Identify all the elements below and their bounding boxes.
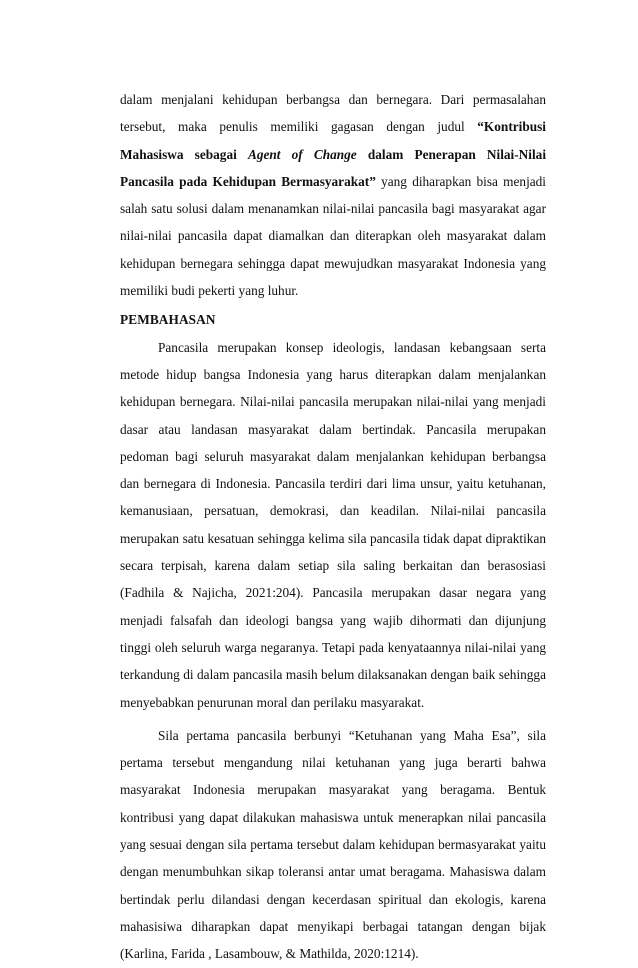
body-paragraph-2: Sila pertama pancasila berbunyi “Ketuhanan yang Maha Esa”, sila pertama tersebut mengandung nilai ketuhanan yang juga berarti bahwa masyarakat Indonesia merupakan masyarakat yang beragama. Bentuk kontribusi yang dapat dilakukan mahasiswa untuk menerapkan nilai pancasila yang sesuai dengan sila pertama tersebut dalam kehidupan bermasyarakat yaitu dengan menumbuhkan sikap toleransi antar umat beragama. Mahasiswa dalam bertindak perlu dilandasi dengan kecerdasan spiritual dan ekologis, karena mahasisiwa diharapkan dapat menyikapi berbagai tatangan dengan bijak (Karlina, Farida , Lasambouw, & Mathilda, 2020:1214). <box>120 727 546 962</box>
article-title-italic: Agent of Change <box>247 146 357 162</box>
section-heading: PEMBAHASAN <box>120 312 216 328</box>
body-paragraph-1: Pancasila merupakan konsep ideologis, landasan kebangsaan serta metode hidup bangsa Indonesia yang harus diterapkan dalam menjalankan kehidupan bernegara. Nilai-nilai pancasila merupakan nilai-nilai yang menjadi dasar atau landasan masyarakat dalam bertindak. Pancasila merupakan pedoman bagi seluruh masyarakat dalam menjalankan kehidupan berbangsa dan bernegara di Indonesia. Pancasila terdiri dari lima unsur, yaitu ketuhanan, kemanusiaan, persatuan, demokrasi, dan keadilan. Nilai-nilai pancasila merupakan satu kesatuan sehingga kelima sila pancasila tidak dapat dipraktikan secara terpisah, karena dalam setiap sila saling berkaitan dan berasosiasi (Fadhila & Najicha, 2021:204). Pancasila merupakan dasar negara yang menjadi falsafah dan ideologi bangsa yang wajib dihormati dan dijunjung tinggi oleh seluruh warga negaranya. Tetapi pada kenyataannya nilai-nilai yang terkandung di dalam pancasila masih belum dilaksanakan dengan baik sehingga menyebabkan penurunan moral dan perilaku masyarakat. <box>120 339 546 710</box>
document-page <box>120 86 546 968</box>
intro-paragraph <box>120 86 546 304</box>
article-title-part-a: “Kontribusi Mahasiswa sebagai <box>120 119 546 162</box>
intro-text-start: dalam menjalani kehidupan berbangsa dan bernegara. Dari permasalahan tersebut, maka penulis memiliki gagasan dengan judul <box>120 92 546 135</box>
intro-text-end: yang diharapkan bisa menjadi salah satu solusi dalam menanamkan nilai-nilai pancasila bagi masyarakat agar nilai-nilai pancasila dapat diamalkan dan diterapkan oleh masyarakat dalam kehidupan bernegara sehingga dapat mewujudkan masyarakat Indonesia yang memiliki budi pekerti yang luhur. <box>120 173 547 299</box>
article-title-part-b: dalam Penerapan Nilai-Nilai Pancasila pada Kehidupan Bermasyarakat” <box>120 146 547 189</box>
